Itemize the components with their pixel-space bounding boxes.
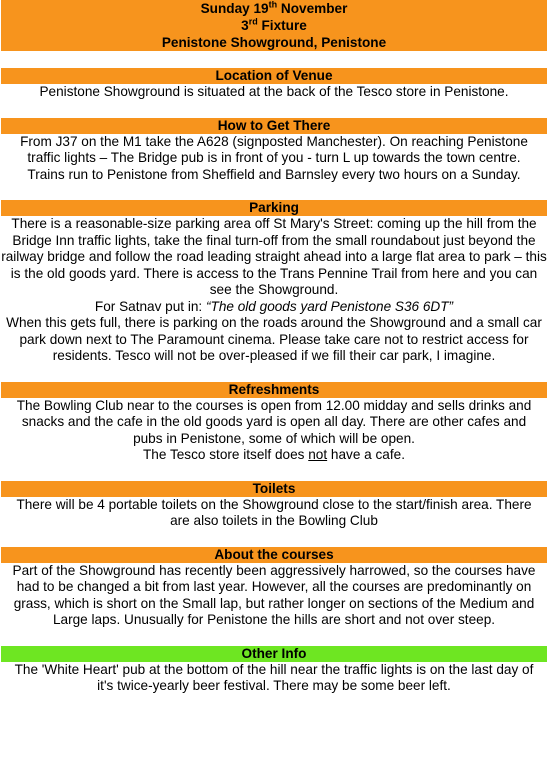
location-text: Penistone Showground is situated at the back of the Tesco store in Penistone. (39, 84, 509, 99)
toilets-text: There will be 4 portable toilets on the Showground close to the start/finish area. There are also toilets in the Bowling Club (16, 496, 532, 528)
fixture-num-text: 3 (241, 18, 249, 33)
tesco-text-not: not (308, 447, 328, 462)
tesco-text-before: The Tesco store itself does (143, 447, 309, 462)
how-directions-text: From J37 on the M1 take the A628 (signposted Manchester). On reaching Penistone traffic lights – The Bridge pub is in front of you - turn L up towards the town centre. (20, 133, 528, 165)
refreshments-text: The Bowling Club near to the courses is open from 12.00 midday and sells drinks and snacks and the cafe in the old goods yard is open all day. There are other cafes and pubs in Penistone, some of which will be open. (16, 397, 532, 446)
satnav-value: “The old goods yard Penistone S36 6DT” (205, 298, 454, 314)
satnav-label: For Satnav put in: (94, 298, 206, 314)
section-title-location: Location of Venue (1, 68, 547, 84)
section-body-how (0, 134, 548, 184)
section-title-parking: Parking (1, 200, 547, 216)
section-body-other (0, 662, 548, 695)
fixture-date (1, 0, 547, 17)
section-title-toilets: Toilets (1, 481, 547, 497)
section-title-refreshments: Refreshments (1, 382, 547, 398)
parking-area-text: There is a reasonable-size parking area off St Mary's Street: coming up the hill from the Bridge Inn traffic lights, take the final turn-off from the small roundabout just beyond the railway bridge and follow the road leading straight ahead into a large flat area to park – this is the old goods yard. There is access to the Trans Pennine Trail from here and you can see the Showground. (1, 216, 547, 297)
courses-text: Part of the Showground has recently been aggressively harrowed, so the courses have had to be changed a bit from last year. However, all the courses are predominantly on grass, which is short on the Small lap, but rather longer on sections of the Medium and Large laps. Unusually for Penistone the hills are short and not over steep. (12, 562, 536, 627)
other-info-text: The 'White Heart' pub at the bottom of the hill near the traffic lights is on the last day of it's twice-yearly beer festival. There may be some beer left. (14, 661, 534, 693)
date-suffix: th (268, 0, 278, 10)
section-body-toilets (0, 497, 548, 530)
how-trains-text: Trains run to Penistone from Sheffield and Barnsley every two hours on a Sunday. (27, 166, 521, 182)
section-body-courses (0, 563, 548, 629)
section-body-parking (0, 216, 548, 365)
fixture-num-suffix: rd (248, 16, 258, 27)
section-body-location (0, 84, 548, 101)
fixture-venue: Penistone Showground, Penistone (161, 35, 387, 50)
section-title-other: Other Info (1, 646, 547, 662)
fixture-number (1, 17, 547, 34)
section-title-how: How to Get There (1, 118, 547, 134)
section-title-courses: About the courses (1, 547, 547, 563)
date-text: Sunday 19 (200, 1, 269, 16)
fixture-label: Fixture (257, 18, 307, 33)
parking-satnav (0, 299, 548, 316)
refreshments-tesco (0, 447, 548, 464)
tesco-text-after: have a cafe. (327, 447, 405, 462)
section-body-refreshments (0, 398, 548, 464)
parking-overflow-text: When this gets full, there is parking on the roads around the Showground and a small car park down next to The Paramount cinema. Please take care not to restrict access for residents. Tesco will not be over-pleased if we fill their car park, I imagine. (6, 315, 542, 363)
fixture-header (1, 0, 547, 51)
date-month: November (277, 1, 348, 16)
